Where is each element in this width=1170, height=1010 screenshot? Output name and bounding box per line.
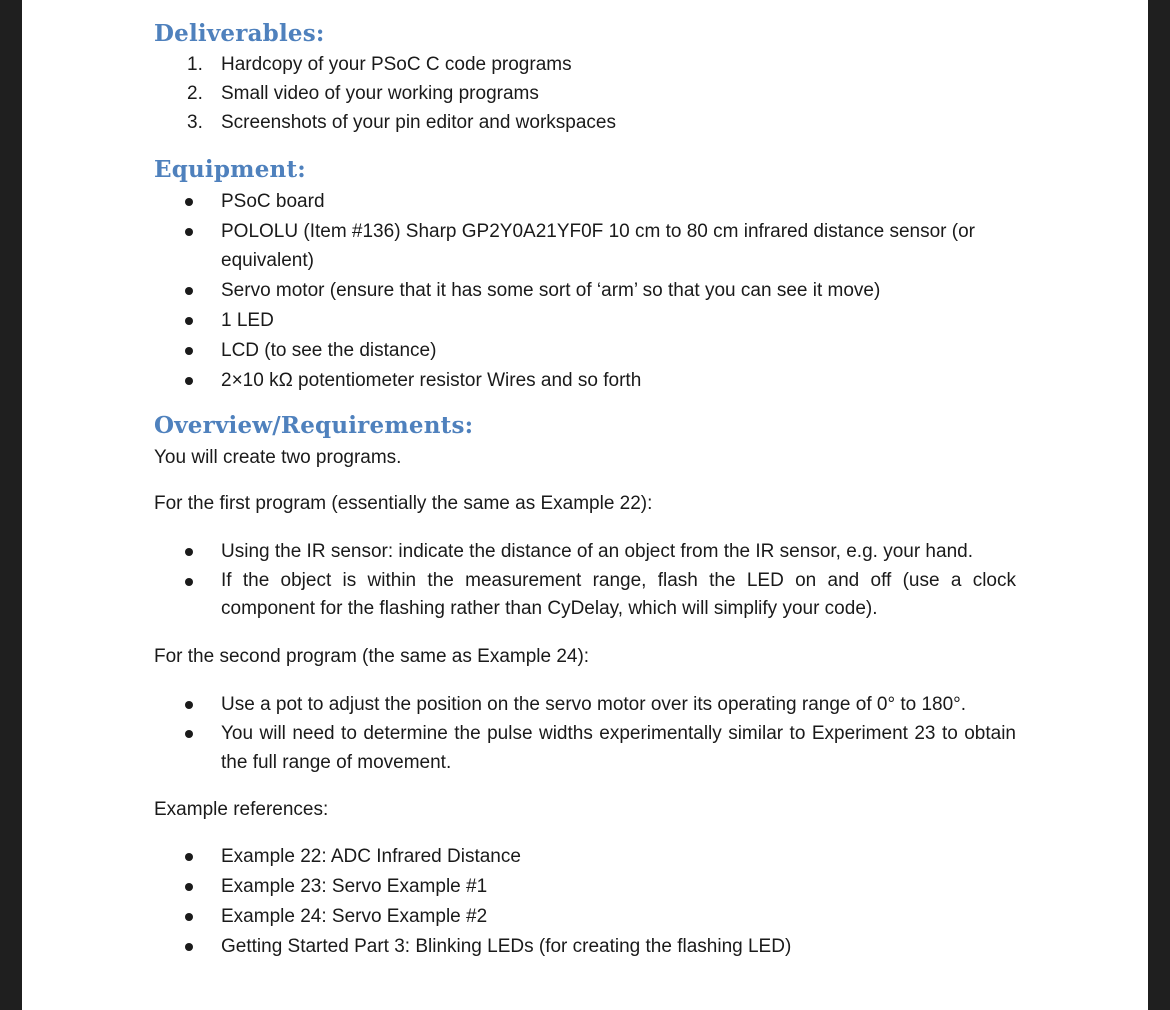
second-program-list xyxy=(154,690,1016,777)
list-item xyxy=(154,276,1016,305)
item-text: If the object is within the measurement range, flash the LED on and off (use a clock component for the flashing rather than CyDelay, which will simplify your code). xyxy=(221,570,1016,619)
bullet-icon xyxy=(185,317,193,325)
list-item xyxy=(154,872,1016,901)
list-item xyxy=(154,217,1016,275)
list-item xyxy=(154,108,1016,137)
bullet-icon xyxy=(185,883,193,891)
second-program-intro: For the second program (the same as Example 24): xyxy=(154,646,590,667)
item-text: You will need to determine the pulse widths experimentally similar to Experiment 23 to obtain the full range of movement. xyxy=(221,723,1016,773)
bullet-icon xyxy=(185,548,193,556)
item-text: Small video of your working programs xyxy=(221,83,539,104)
item-text: Example 24: Servo Example #2 xyxy=(221,906,488,927)
bullet-icon xyxy=(185,701,193,709)
list-item xyxy=(154,336,1016,365)
item-text: PSoC board xyxy=(221,191,325,212)
equipment-list xyxy=(154,187,1016,396)
list-item xyxy=(154,690,1016,719)
list-item xyxy=(154,50,1016,79)
references-list xyxy=(154,842,1016,961)
item-text: Example 23: Servo Example #1 xyxy=(221,876,488,897)
list-item xyxy=(154,842,1016,871)
references-intro: Example references: xyxy=(154,799,329,820)
bullet-icon xyxy=(185,347,193,355)
item-text: LCD (to see the distance) xyxy=(221,340,437,361)
list-item xyxy=(154,719,1016,777)
list-item xyxy=(154,902,1016,931)
item-text: Getting Started Part 3: Blinking LEDs (for creating the flashing LED) xyxy=(221,936,792,957)
equipment-heading: Equipment: xyxy=(154,156,306,183)
list-item xyxy=(154,187,1016,216)
document-page xyxy=(22,0,1148,1010)
bullet-icon xyxy=(185,198,193,206)
bullet-icon xyxy=(185,853,193,861)
item-text: 2×10 kΩ potentiometer resistor Wires and so forth xyxy=(221,370,642,391)
overview-intro: You will create two programs. xyxy=(154,447,402,468)
list-item xyxy=(154,567,1016,623)
bullet-icon xyxy=(185,913,193,921)
bullet-icon xyxy=(185,578,193,586)
item-text: Using the IR sensor: indicate the distance of an object from the IR sensor, e.g. your hand. xyxy=(221,541,973,562)
bullet-icon xyxy=(185,228,193,236)
list-item xyxy=(154,537,1016,566)
item-text: Screenshots of your pin editor and workspaces xyxy=(221,112,616,133)
item-text: Example 22: ADC Infrared Distance xyxy=(221,846,521,867)
first-program-list xyxy=(154,537,1016,623)
bullet-icon xyxy=(185,943,193,951)
overview-heading: Overview/Requirements: xyxy=(154,412,474,439)
deliverables-heading: Deliverables: xyxy=(154,20,325,47)
list-item xyxy=(154,932,1016,961)
list-item xyxy=(154,306,1016,335)
first-program-intro: For the first program (essentially the same as Example 22): xyxy=(154,493,653,514)
item-text: Hardcopy of your PSoC C code programs xyxy=(221,54,572,75)
bullet-icon xyxy=(185,287,193,295)
bullet-icon xyxy=(185,377,193,385)
list-item xyxy=(154,79,1016,108)
list-item xyxy=(154,366,1016,395)
bullet-icon xyxy=(185,730,193,738)
item-number: 2. xyxy=(187,83,203,104)
item-number: 3. xyxy=(187,112,203,133)
item-text: POLOLU (Item #136) Sharp GP2Y0A21YF0F 10 cm to 80 cm infrared distance sensor (or equivalent) xyxy=(221,221,976,271)
deliverables-list xyxy=(154,50,1016,137)
item-number: 1. xyxy=(187,54,203,75)
item-text: Use a pot to adjust the position on the servo motor over its operating range of 0° to 180°. xyxy=(221,694,967,715)
item-text: 1 LED xyxy=(221,310,274,331)
item-text: Servo motor (ensure that it has some sort of ‘arm’ so that you can see it move) xyxy=(221,280,881,301)
